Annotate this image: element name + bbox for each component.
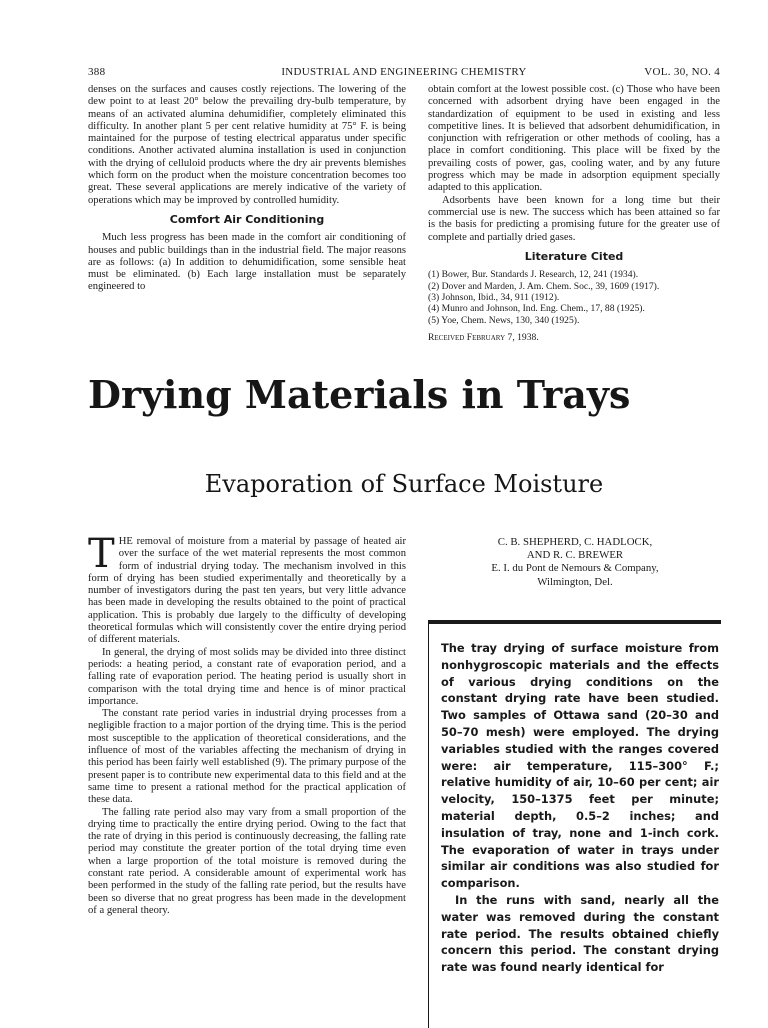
reference-item: (5) Yoe, Chem. News, 130, 340 (1925). [428,314,580,326]
prev-article-left-column [88,84,406,294]
prev-article-paragraph: Adsorbents have been known for a long time but their commercial use is new. The success which has been attained so far is the basis for predicting a promising future for the greater use of complete and partially dried gases. [428,194,720,243]
journal-name: INDUSTRIAL AND ENGINEERING CHEMISTRY [281,66,527,78]
page-number: 388 [88,66,106,78]
author-names: AND R. C. BREWER [526,549,624,562]
reference-item: (1) Bower, Bur. Standards J. Research, 12, 241 (1934). [428,269,639,281]
prev-article-paragraph: denses on the surfaces and causes costly rejections. The lowering of the dew point to at least 20° below the prevailing dry-bulb temperature, by means of an activated alumina dehumidifier, completely eliminated this difficulty. In another plant 5 per cent relative humidity at 75° F. is being maintained for the purpose of testing electrical apparatus under specific conditions. Another activated alumina installation is used in conjunction with the drying of celluloid products where the dry air prevents blemishes which form on the product when the moisture concentration becomes too great. These several applications are merely indicative of the variety of operations which may be improved by controlled humidity. [88,84,406,206]
author-affiliation: E. I. du Pont de Nemours & Company, [491,562,659,575]
reference-list [428,269,720,326]
author-names: C. B. SHEPHERD, C. HADLOCK, [497,536,653,548]
reference-item: (3) Johnson, Ibid., 34, 911 (1912). [428,291,560,303]
received-date: Received February 7, 1938. [428,332,539,344]
section-heading-comfort: Comfort Air Conditioning [169,212,325,226]
abstract [441,640,719,976]
prev-article-paragraph: Much less progress has been made in the comfort air conditioning of houses and public buildings than in the industrial field. The major reasons are as follows: (a) In addition to dehumidification, some sensible heat must be eliminated. (b) Each large installation must be separately engineered to [88,232,406,293]
article-paragraph: In general, the drying of most solids may be divided into three distinct periods: a heating period, a constant rate of evaporation period, and a falling rate of evaporation period. The heating period is usually short in comparison with the total drying time and hence is of minor practical importance. [88,646,406,707]
author-block [430,536,720,589]
abstract-paragraph: The tray drying of surface moisture from nonhygroscopic materials and the effects of various drying conditions on the constant drying rate have been studied. Two samples of Ottawa sand (20–30 and 50–70 mesh) were employed. The drying variables studied with the ranges covered were: air temperature, 115–300° F.; relative humidity of air, 10–60 per cent; air velocity, 150–1375 feet per minute; material depth, 0.5–2 inches; and insulation of tray, none and 1-inch cork. The evaporation of water in trays under similar air conditions was also studied for comparison. [441,641,719,891]
article-body-left-column [88,531,406,917]
section-heading-literature: Literature Cited [524,249,624,263]
reference-item: (4) Munro and Johnson, Ind. Eng. Chem., 17, 88 (1925). [428,303,645,315]
article-title: Drying Materials in Trays [88,372,631,417]
volume-issue: VOL. 30, NO. 4 [644,66,720,78]
author-affiliation: Wilmington, Del. [537,575,613,588]
drop-cap: T [88,531,115,577]
abstract-paragraph: In the runs with sand, nearly all the water was removed during the constant rate period. The results obtained chiefly concern this period. The constant drying rate was found nearly identical for [441,892,719,975]
abstract-box [428,620,721,1028]
prev-article-paragraph: obtain comfort at the lowest possible cost. (c) Those who have been concerned with adsorbent drying have been engaged in the standardization of equipment to be used in existing and less competitive lines. It is believed that adsorbent dehumidification, in conjunction with refrigeration or other methods of cooling, has a place in comfort conditioning. This place will be fixed by the prevailing costs of power, gas, cooling water, and by any future progress which may be made in adsorption equipment specially adapted to this application. [428,84,720,194]
article-paragraph: THE removal of moisture from a material by passage of heated air over the surface of the wet material represents the most common form of industrial drying today. The mechanism involved in this form of drying has been studied experimentally and theoretically by a number of investigators during the past ten years, but very little advance has been made in developing the results obtained to the point of practical application. This is probably due largely to the difficulty of developing theoretical formulas which will consistently cover the entire drying period of different materials. [88,531,406,646]
prev-article-right-column [428,84,720,344]
article-paragraph: The constant rate period varies in industrial drying processes from a negligible fraction to a major portion of the drying time. This is the period most susceptible to the application of theoretical considerations, and the influence of most of the variables affecting the mechanism of drying in this period has been fairly well established (9). The primary purpose of the present paper is to contribute new experimental data to this field and at the same time to present a rational method for the practical application of these data. [88,708,406,806]
running-header [88,66,720,82]
article-paragraph: The falling rate period also may vary from a small proportion of the drying time to practically the entire drying period. Owing to the fact that the rate of drying in this period is continuously decreasing, the falling rate period may constitute the greater portion of the total drying time even when a large proportion of the total moisture is removed during the constant rate period. A considerable amount of experimental work has been performed in the study of the falling rate period, but the results have been so diverse that no great progress has been made in the development of a general theory. [88,806,406,916]
article-subtitle: Evaporation of Surface Moisture [204,470,604,498]
reference-item: (2) Dover and Marden, J. Am. Chem. Soc., 39, 1609 (1917). [428,280,660,292]
